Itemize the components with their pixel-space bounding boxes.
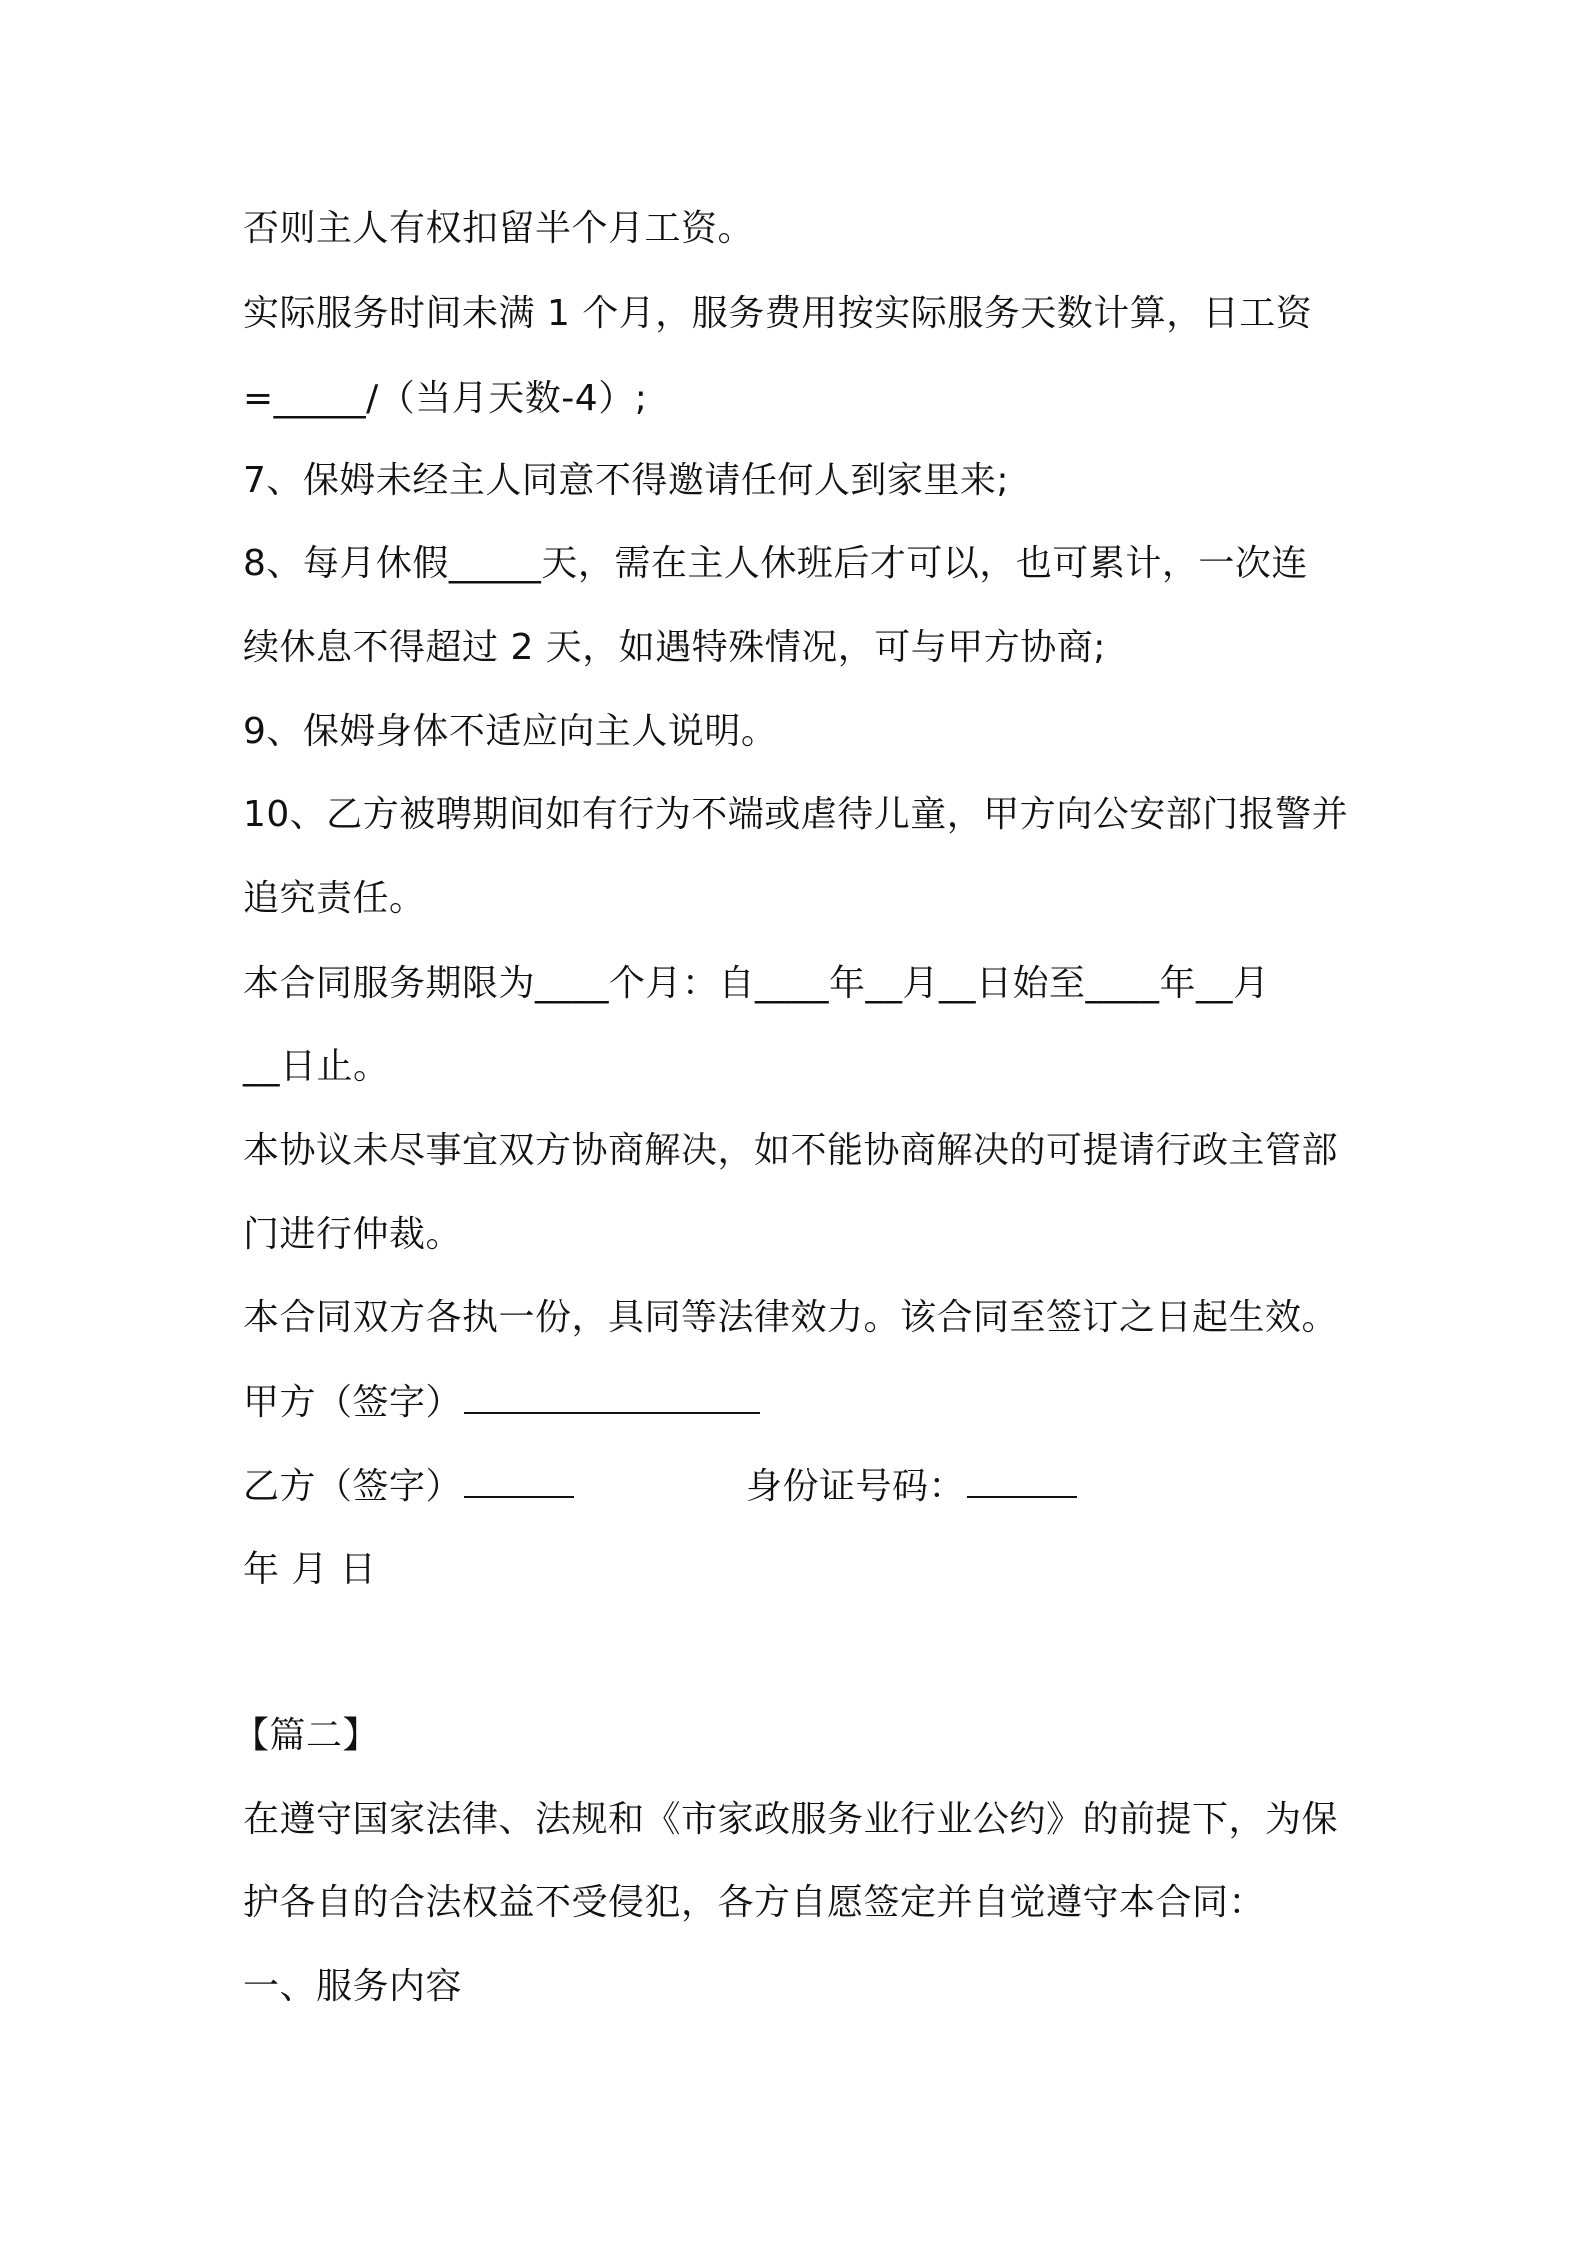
paragraph-line: 门进行仲裁。	[243, 1214, 463, 1255]
paragraph-line: 7、保姆未经主人同意不得邀请任何人到家里来;	[243, 460, 1010, 501]
paragraph-line: 否则主人有权扣留半个月工资。	[243, 208, 755, 249]
party-a-signature-line	[464, 1378, 760, 1414]
paragraph-line: =_____/（当月天数-4）;	[243, 378, 648, 419]
id-number-label: 身份证号码：	[746, 1466, 966, 1507]
paragraph-line: 一、服务内容	[243, 1966, 463, 2007]
paragraph-line: __日止。	[243, 1046, 390, 1087]
paragraph-line: 在遵守国家法律、法规和《市家政服务业行业公约》的前提下，为保	[243, 1799, 1339, 1840]
paragraph-line: 本协议未尽事宜双方协商解决，如不能协商解决的可提请行政主管部	[243, 1130, 1339, 1171]
paragraph-line: 护各自的合法权益不受侵犯，各方自愿签定并自觉遵守本合同：	[243, 1882, 1266, 1923]
party-b-signature-line	[464, 1462, 574, 1498]
section-heading: 【篇二】	[233, 1715, 380, 1756]
signature-party-b	[243, 1462, 1363, 1511]
party-a-label: 甲方（签字）	[243, 1382, 463, 1423]
paragraph-line: 本合同双方各执一份，具同等法律效力。该合同至签订之日起生效。	[243, 1297, 1339, 1338]
paragraph-line: 9、保姆身体不适应向主人说明。	[243, 711, 778, 752]
paragraph-line: 8、每月休假_____天，需在主人休班后才可以，也可累计，一次连	[243, 543, 1308, 584]
paragraph-line: 实际服务时间未满 1 个月，服务费用按实际服务天数计算，日工资	[243, 293, 1313, 334]
date-line: 年 月 日	[243, 1549, 377, 1590]
id-number-line	[967, 1462, 1077, 1498]
party-b-label: 乙方（签字）	[243, 1466, 463, 1507]
paragraph-line: 续休息不得超过 2 天，如遇特殊情况，可与甲方协商;	[243, 627, 1106, 668]
paragraph-line: 本合同服务期限为____个月：自____年__月__日始至____年__月	[243, 963, 1270, 1004]
paragraph-line: 追究责任。	[243, 878, 426, 919]
paragraph-line: 10、乙方被聘期间如有行为不端或虐待儿童，甲方向公安部门报警并	[243, 794, 1349, 835]
signature-party-a	[243, 1378, 1363, 1427]
